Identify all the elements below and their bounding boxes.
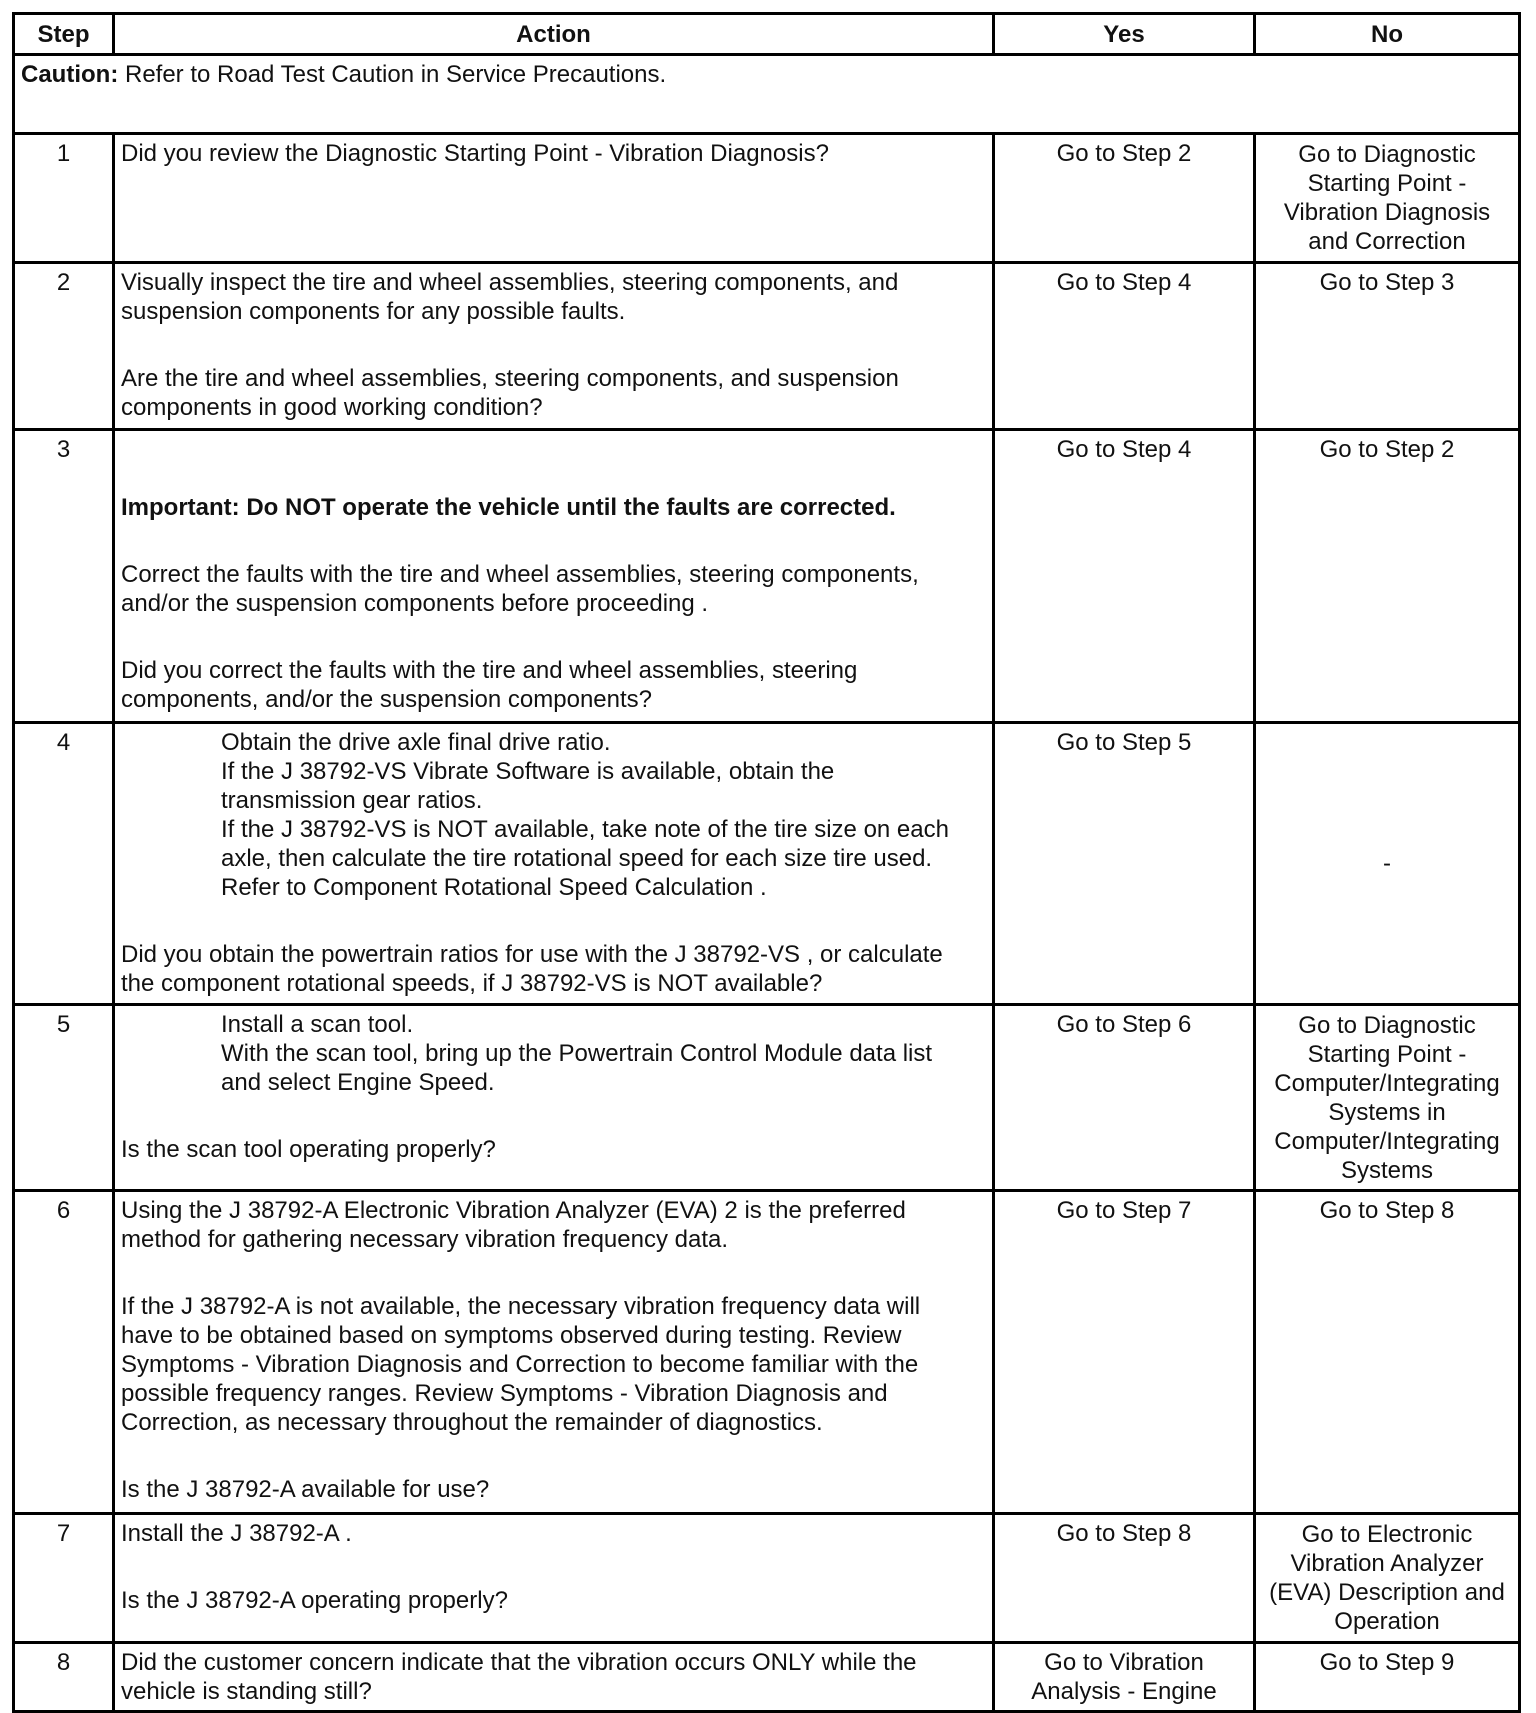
no-result: Go to Step 8: [1255, 1191, 1520, 1514]
action-question: Is the scan tool operating properly?: [121, 1136, 496, 1163]
yes-result: Go to Step 6: [994, 1005, 1255, 1191]
no-result: Go to Electronic Vibration Analyzer (EVA) Description and Operation: [1255, 1514, 1520, 1643]
caution-text: Refer to Road Test Caution in Service Precautions.: [118, 61, 667, 88]
action-cell: [114, 1191, 994, 1514]
step-number: 8: [14, 1643, 114, 1712]
yes-result: Go to Vibration Analysis - Engine: [994, 1643, 1255, 1712]
yes-result: Go to Step 4: [994, 263, 1255, 430]
action-cell: [114, 1514, 994, 1643]
no-result: Go to Diagnostic Starting Point - Vibration Diagnosis and Correction: [1255, 134, 1520, 263]
step-number: 1: [14, 134, 114, 263]
header-row: [14, 14, 1520, 55]
action-question: Are the tire and wheel assemblies, steering components, and suspension components in good working condition?: [121, 365, 899, 421]
action-cell: [114, 723, 994, 1005]
no-result: Go to Step 9: [1255, 1643, 1520, 1712]
action-cell: [114, 1643, 994, 1712]
header-no: No: [1255, 14, 1520, 55]
header-action: Action: [114, 14, 994, 55]
no-result: Go to Diagnostic Starting Point - Computer/Integrating Systems in Computer/Integrating Systems: [1255, 1005, 1520, 1191]
diagnostic-page: [12, 12, 1518, 1713]
caution-label: Caution:: [21, 61, 119, 88]
diagnostic-table: [12, 12, 1521, 1713]
header-yes: Yes: [994, 14, 1255, 55]
no-result: -: [1255, 723, 1520, 1005]
step-row-8: [14, 1643, 1520, 1712]
caution-cell: [14, 55, 1520, 134]
action-text: Did you review the Diagnostic Starting Point - Vibration Diagnosis?: [121, 140, 829, 167]
yes-result: Go to Step 4: [994, 430, 1255, 723]
action-text: Install the J 38792-A .: [121, 1520, 352, 1547]
step-row-3: [14, 430, 1520, 723]
step-number: 2: [14, 263, 114, 430]
yes-result: Go to Step 8: [994, 1514, 1255, 1643]
action-cell: [114, 134, 994, 263]
action-text: Using the J 38792-A Electronic Vibration Analyzer (EVA) 2 is the preferred method for gathering necessary vibration frequency data.: [121, 1197, 906, 1253]
step-number: 3: [14, 430, 114, 723]
action-question: Did you correct the faults with the tire and wheel assemblies, steering components, and/or the suspension components?: [121, 657, 858, 713]
yes-result: Go to Step 7: [994, 1191, 1255, 1514]
step-row-6: [14, 1191, 1520, 1514]
step-row-4: [14, 723, 1520, 1005]
action-question: Is the J 38792-A operating properly?: [121, 1587, 508, 1614]
important-note: Important: Do NOT operate the vehicle until the faults are corrected.: [121, 494, 896, 521]
step-row-1: [14, 134, 1520, 263]
action-substeps: Obtain the drive axle final drive ratio. If the J 38792-VS Vibrate Software is available, obtain the transmission gear ratios. If the J 38792-VS is NOT available, take note of the tire size on each axle, then calculate the tire rotational speed for each size tire used. Refer to Component Rotational Speed Calculation .: [221, 729, 949, 901]
step-number: 5: [14, 1005, 114, 1191]
step-number: 4: [14, 723, 114, 1005]
step-number: 7: [14, 1514, 114, 1643]
caution-row: [14, 55, 1520, 134]
action-text: Visually inspect the tire and wheel assemblies, steering components, and suspension components for any possible faults.: [121, 269, 899, 325]
step-number: 6: [14, 1191, 114, 1514]
no-result: Go to Step 3: [1255, 263, 1520, 430]
action-text: Correct the faults with the tire and wheel assemblies, steering components, and/or the suspension components before proceeding .: [121, 561, 919, 617]
yes-result: Go to Step 5: [994, 723, 1255, 1005]
action-cell: [114, 1005, 994, 1191]
step-row-2: [14, 263, 1520, 430]
header-step: Step: [14, 14, 114, 55]
action-cell: [114, 430, 994, 723]
yes-result: Go to Step 2: [994, 134, 1255, 263]
action-question: Did you obtain the powertrain ratios for use with the J 38792-VS , or calculate the component rotational speeds, if J 38792-VS is NOT available?: [121, 941, 943, 997]
action-substeps: Install a scan tool. With the scan tool, bring up the Powertrain Control Module data list and select Engine Speed.: [221, 1011, 933, 1096]
action-cell: [114, 263, 994, 430]
action-text: If the J 38792-A is not available, the necessary vibration frequency data will have to be obtained based on symptoms observed during testing. Review Symptoms - Vibration Diagnosis and Correction to become familiar with the possible frequency ranges. Review Symptoms - Vibration Diagnosis and Correction, as necessary throughout the remainder of diagnostics.: [121, 1293, 921, 1436]
action-question: Did the customer concern indicate that the vibration occurs ONLY while the vehicle is standing still?: [121, 1649, 917, 1705]
step-row-7: [14, 1514, 1520, 1643]
no-result: Go to Step 2: [1255, 430, 1520, 723]
action-question: Is the J 38792-A available for use?: [121, 1476, 490, 1503]
step-row-5: [14, 1005, 1520, 1191]
